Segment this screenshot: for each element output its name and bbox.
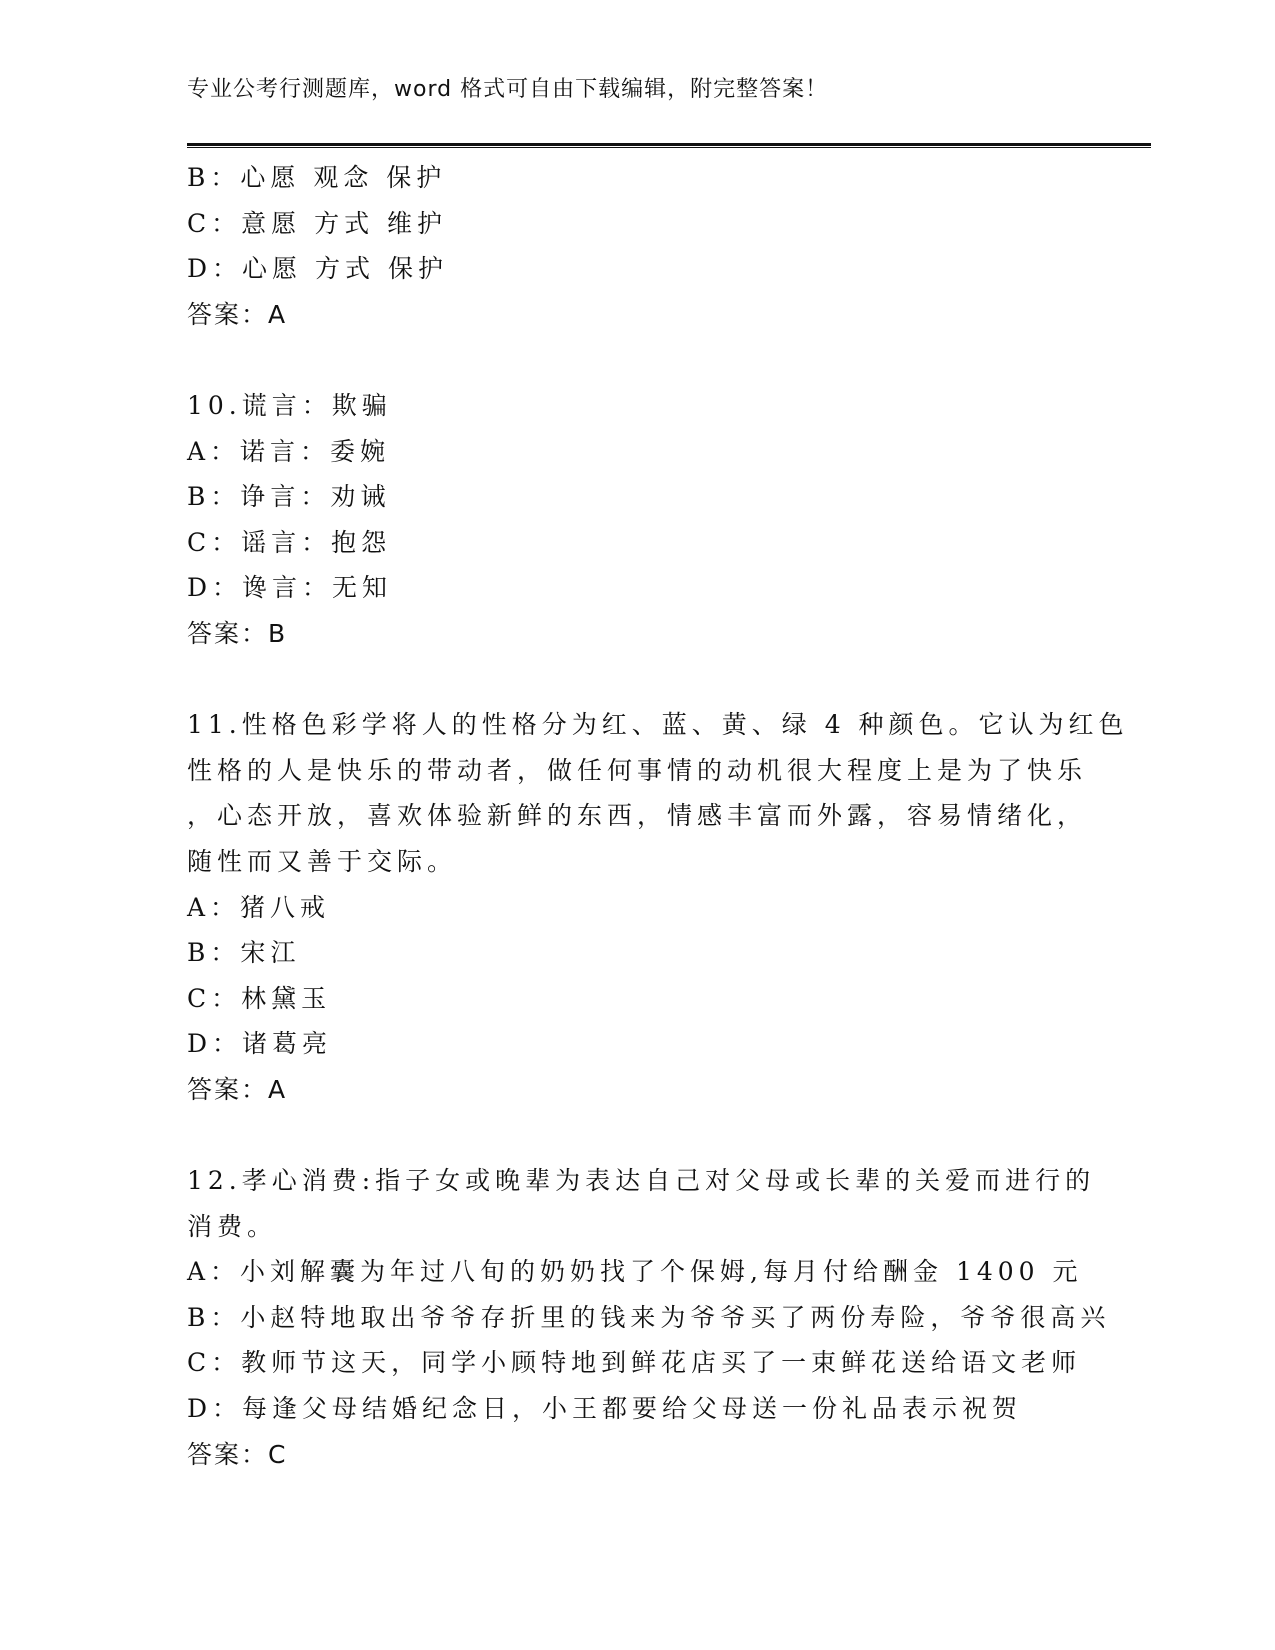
q11-stem-line: 随性而又善于交际。: [187, 846, 458, 876]
q10-stem: 10.谎言：欺骗: [187, 390, 392, 420]
q12-option-a: A：小刘解囊为年过八旬的奶奶找了个保姆,每月付给酬金 1400 元: [187, 1257, 1083, 1287]
q11-answer: 答案：A: [187, 1074, 288, 1104]
q9-option-d: D：心愿 方式 保护: [187, 254, 448, 284]
spacer: [187, 657, 1087, 703]
header-divider: [187, 143, 1151, 148]
page-header: 专业公考行测题库，word 格式可自由下载编辑，附完整答案！: [187, 77, 829, 102]
q10-option-d: D：谗言：无知: [187, 573, 393, 603]
q12-option-d: D：每逢父母结婚纪念日，小王都要给父母送一份礼品表示祝贺: [187, 1394, 1023, 1424]
q9-option-c: C：意愿 方式 维护: [187, 208, 448, 238]
q12-option-c: C：教师节这天，同学小顾特地到鲜花店买了一束鲜花送给语文老师: [187, 1348, 1082, 1378]
q10-option-a: A：诺言：委婉: [187, 436, 391, 466]
q10-answer: 答案：B: [187, 618, 288, 648]
q11-option-b: B：宋江: [187, 938, 301, 968]
q11-stem-line: ，心态开放，喜欢体验新鲜的东西，情感丰富而外露，容易情绪化，: [187, 801, 1088, 831]
q11-option-d: D：诸葛亮: [187, 1029, 333, 1059]
q11-option-c: C：林黛玉: [187, 983, 332, 1013]
question-content: [187, 155, 1129, 1477]
spacer: [187, 337, 1087, 383]
q10-option-b: B：诤言：劝诫: [187, 482, 391, 512]
q11-stem-line: 性格的人是快乐的带动者，做任何事情的动机很大程度上是为了快乐: [187, 755, 1088, 785]
spacer: [187, 1112, 1087, 1158]
q10-option-c: C：谣言：抱怨: [187, 527, 392, 557]
q11-stem-line: 11.性格色彩学将人的性格分为红、蓝、黄、绿 4 种颜色。它认为红色: [187, 710, 1129, 740]
q12-option-b: B：小赵特地取出爷爷存折里的钱来为爷爷买了两份寿险，爷爷很高兴: [187, 1302, 1111, 1332]
q12-answer: 答案：C: [187, 1439, 288, 1469]
q12-stem-line: 12.孝心消费:指子女或晚辈为表达自己对父母或长辈的关爱而进行的: [187, 1166, 1096, 1196]
q9-option-b: B：心愿 观念 保护: [187, 163, 447, 192]
q11-option-a: A：猪八戒: [187, 892, 331, 922]
q12-stem-line: 消费。: [187, 1211, 278, 1241]
q9-answer: 答案：A: [187, 299, 288, 329]
